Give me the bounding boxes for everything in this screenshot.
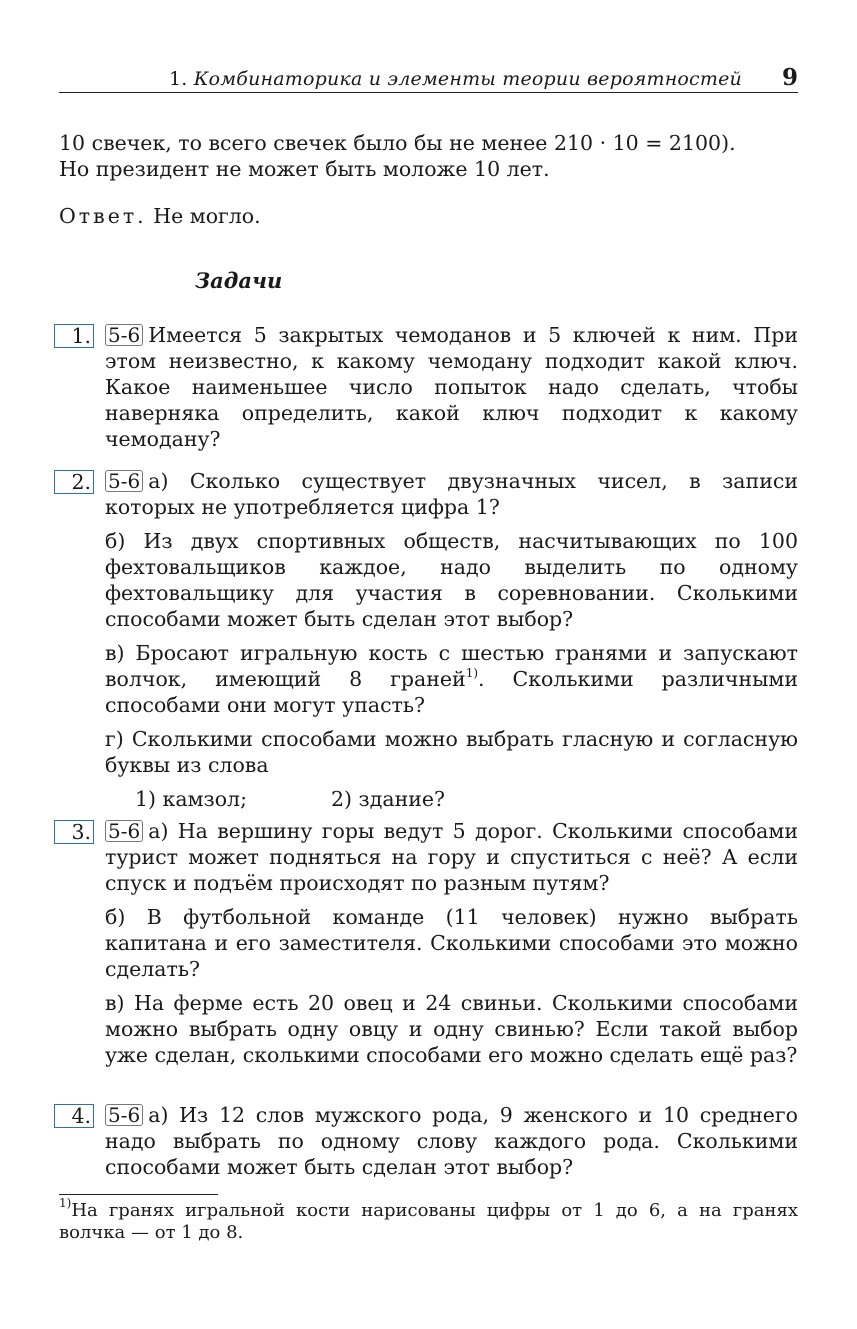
problem-number-box: 3.: [54, 820, 94, 844]
chapter-title-text: Комбинаторика и элементы теории вероятностей: [193, 68, 742, 90]
problem-1: [59, 322, 798, 452]
difficulty-badge: 5-6: [105, 324, 143, 346]
problem-part-g: г) Сколькими способами можно выбрать гласную и согласную буквы из слова: [105, 727, 798, 777]
footnote-divider: [59, 1194, 218, 1195]
problem-part-a: [105, 468, 798, 520]
problem-part-v: [105, 640, 798, 718]
problem-statement: а) Из 12 слов мужского рода, 9 женского и 10 среднего надо выбрать по одному слову каждого рода. Сколькими способами может быть сделан этот выбор?: [105, 1103, 798, 1179]
intro-line-1: 10 свечек, то всего свечек было бы не менее 210 · 10 = 2100).: [59, 131, 736, 155]
problem-2: [59, 468, 798, 812]
footnote-mark[interactable]: 1): [465, 666, 479, 680]
problem-part-a: [105, 818, 798, 896]
part-a-text: а) Сколько существует двузначных чисел, в записи которых не употребляется цифра 1?: [105, 469, 798, 519]
chapter-number: 1.: [169, 68, 188, 90]
problem-text: [105, 1102, 798, 1180]
answer-options: [105, 786, 798, 812]
answer-paragraph: [59, 203, 798, 229]
difficulty-badge: 5-6: [105, 820, 143, 842]
problem-number-box: 4.: [54, 1104, 94, 1128]
option-1: 1) камзол;: [135, 787, 247, 811]
difficulty-badge: 5-6: [105, 470, 143, 492]
footnote-number: 1): [59, 1196, 72, 1210]
problem-4: [59, 1102, 798, 1180]
part-a-text: а) На вершину горы ведут 5 дорог. Сколькими способами турист может подняться на гору и спуститься с неё? А если спуск и подъём происходят по разным путям?: [105, 819, 798, 895]
section-title: Задачи: [195, 268, 283, 293]
difficulty-badge: 5-6: [105, 1104, 143, 1126]
problem-text: [105, 322, 798, 452]
option-2: 2) здание?: [331, 787, 446, 811]
problem-number-box: 2.: [54, 470, 94, 494]
answer-text: Не могло.: [153, 204, 261, 228]
problem-part-v: в) На ферме есть 20 овец и 24 свиньи. Сколькими способами можно выбрать одну овцу и одну свинью? Если такой выбор уже сделан, сколькими способами его можно сделать ещё раз?: [105, 991, 798, 1067]
problem-statement: Имеется 5 закрытых чемоданов и 5 ключей к ним. При этом неизвестно, к какому чемодану подходит какой ключ. Какое наименьшее число попыток надо сделать, чтобы наверняка определить, какой ключ подходит к какому чемодану?: [105, 323, 798, 451]
intro-line-2: Но президент не может быть моложе 10 лет.: [59, 157, 550, 181]
chapter-title: [169, 68, 742, 90]
problem-number-box: 1.: [54, 324, 94, 348]
page-number: 9: [781, 64, 798, 91]
answer-label: Ответ.: [59, 204, 147, 228]
problem-part-b: б) В футбольной команде (11 человек) нужно выбрать капитана и его заместителя. Сколькими способами это можно сделать?: [105, 905, 798, 981]
part-v-text: в) Бросают игральную кость с шестью гранями и запускают волчок, имеющий 8 граней: [105, 641, 798, 691]
running-header: [59, 62, 798, 93]
footnote: [59, 1196, 798, 1244]
problem-part-b: б) Из двух спортивных обществ, насчитывающих по 100 фехтовальщиков каждое, надо выделить по одному фехтовальщику для участия в соревновании. Сколькими способами может быть сделан этот выбор?: [105, 529, 798, 631]
intro-paragraph: [59, 130, 798, 182]
footnote-text: На гранях игральной кости нарисованы цифры от 1 до 6, а на гранях волчка — от 1 до 8.: [59, 1200, 798, 1243]
part-v-tail: . Сколькими различными способами они могут упасть?: [105, 667, 798, 717]
problem-3: [59, 818, 798, 1068]
